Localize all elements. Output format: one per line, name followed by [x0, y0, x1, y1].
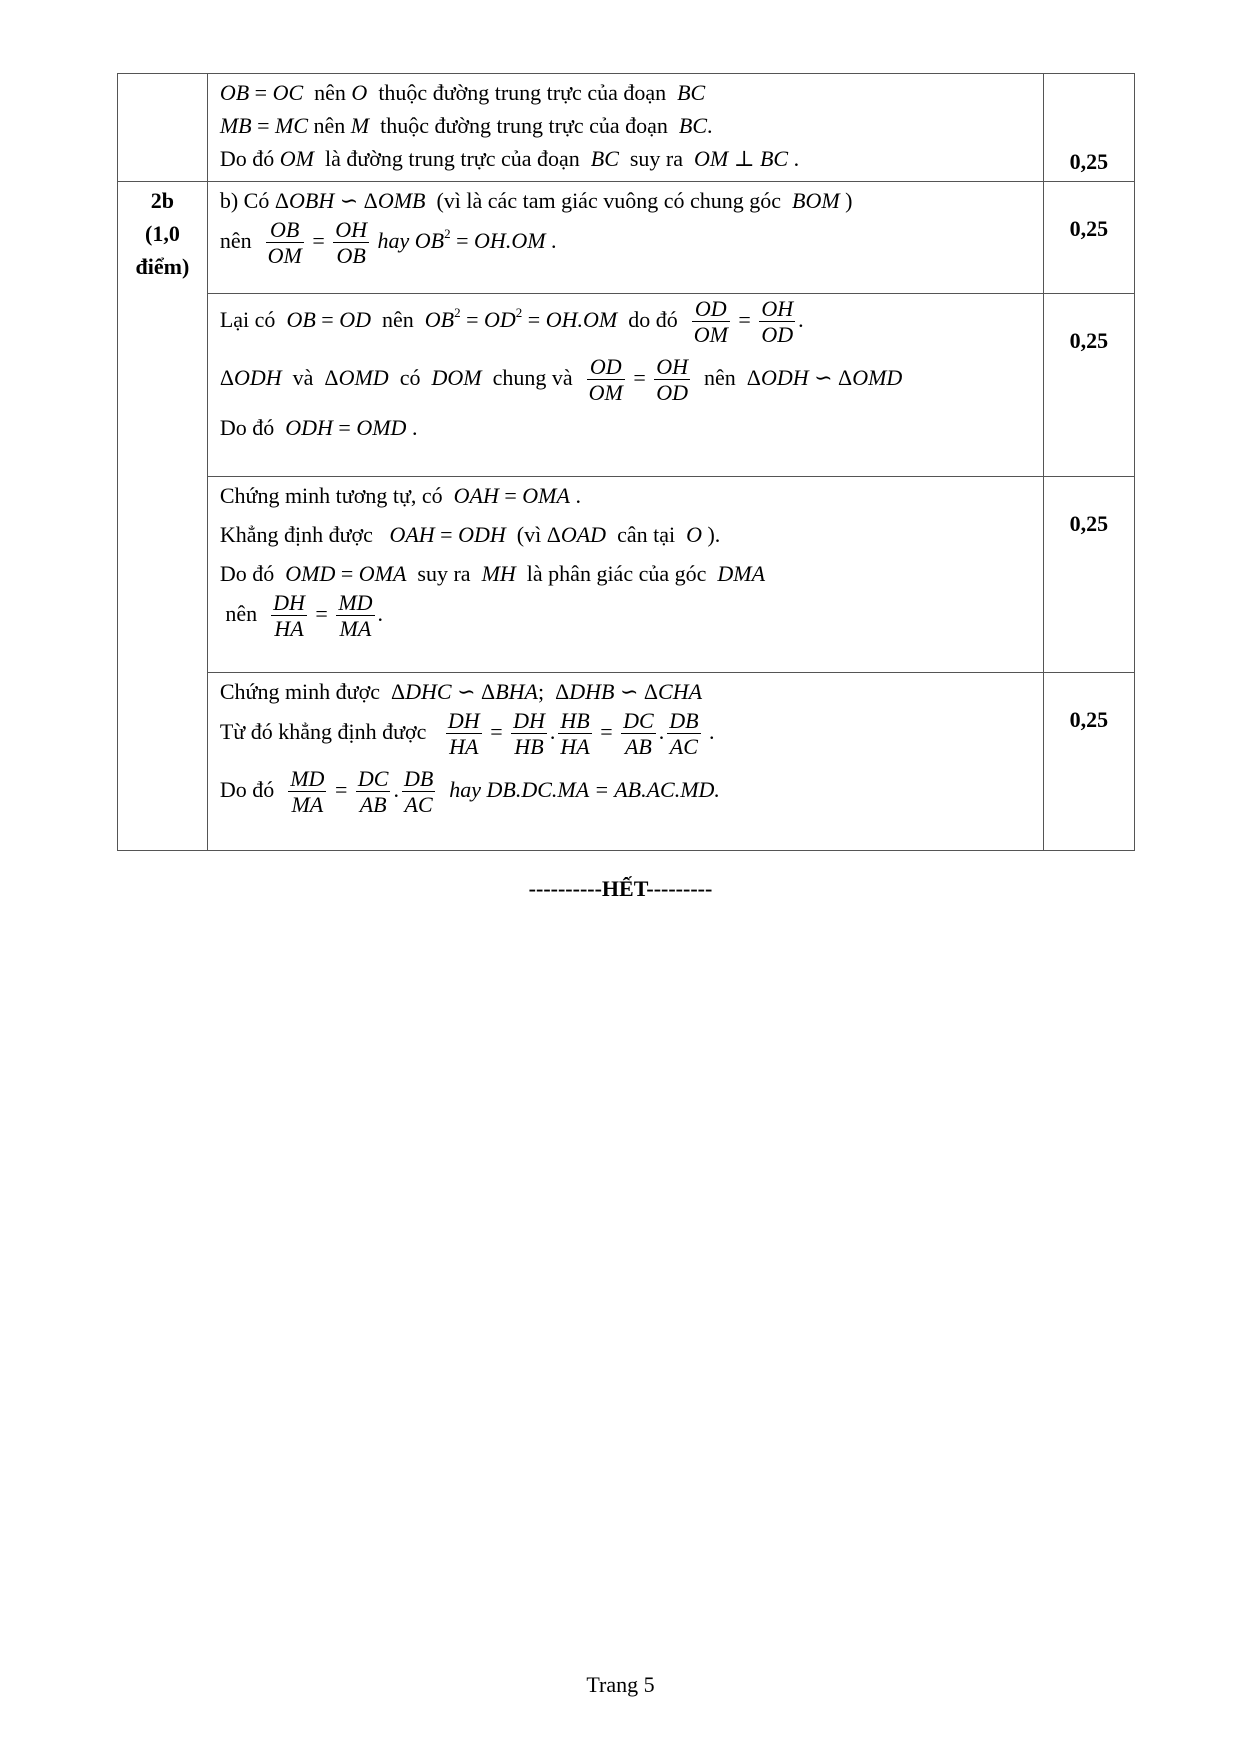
fraction: $\frac{HB}{HA}$ — [560, 708, 590, 760]
solution-line: OB = OC nên O thuộc đường trung trực của đoạn BC — [219, 80, 706, 105]
score: 0,25 — [1069, 216, 1109, 241]
solution-cell — [207, 182, 1043, 294]
question-number: 2b — [150, 188, 175, 213]
score: 0,25 — [1069, 149, 1109, 174]
table-row — [118, 477, 1135, 673]
fraction: $\frac{OH}{OD}$ — [656, 353, 689, 405]
solution-line: b) Có ΔOBH ∽ ΔOMB (vì là các tam giác vuông có chung góc BOM ) — [219, 188, 853, 213]
solution-cell — [207, 673, 1043, 851]
solution-cell — [207, 294, 1043, 477]
solution-line: Từ đó khẳng định được $\frac{DH}{HA}$ = $\frac{DH}{HB}$ . $\frac{HB}{HA}$ = $\frac{DC}{AB}$ . $\frac{DB}{AC}$ . — [219, 708, 715, 760]
score-cell — [1043, 477, 1134, 673]
fraction: $\frac{DB}{AC}$ — [669, 708, 699, 760]
score: 0,25 — [1069, 511, 1109, 536]
fraction: $\frac{OD}{OM}$ — [588, 353, 623, 405]
fraction: $\frac{DB}{AC}$ — [403, 765, 434, 817]
solution-cell — [207, 477, 1043, 673]
solution-line: Do đó ODH = OMD . — [219, 415, 418, 441]
solution-line: ΔODH và ΔOMD có DOM chung và $\frac{OD}{OM}$ = $\frac{OH}{OD}$ nên ΔODH ∽ ΔOMD — [219, 353, 903, 405]
score-cell — [1043, 74, 1134, 182]
fraction: $\frac{DC}{AB}$ — [357, 765, 389, 817]
table-row — [118, 294, 1135, 477]
solution-cell — [207, 74, 1043, 182]
question-points: (1,0 — [145, 221, 180, 246]
fraction: $\frac{DH}{HA}$ — [273, 590, 305, 642]
table-row — [118, 182, 1135, 294]
score: 0,25 — [1069, 707, 1109, 732]
question-points-unit: điểm) — [135, 254, 190, 279]
solution-line: Do đó $\frac{MD}{MA}$ = $\frac{DC}{AB}$ . $\frac{DB}{AC}$ hay DB.DC.MA = AB.AC.MD. — [219, 765, 720, 817]
solution-line: Khẳng định được OAH = ODH (vì ΔOAD cân tại O ). — [219, 522, 721, 547]
score-cell — [1043, 294, 1134, 477]
solution-line: nên $\frac{OB}{OM}$ = $\frac{OH}{OB}$ hay $OB^2 = OH.OM$ . — [219, 217, 557, 269]
fraction: $\frac{DC}{AB}$ — [623, 708, 654, 760]
page-footer: Trang 5 — [586, 1672, 655, 1697]
solution-line: Do đó OMD = OMA suy ra MH là phân giác của góc DMA — [219, 561, 766, 586]
solution-line: Do đó OM là đường trung trực của đoạn BC suy ra OM ⊥ BC . — [219, 146, 800, 171]
fraction: $\frac{MD}{MA}$ — [290, 765, 325, 817]
fraction: $\frac{DH}{HB}$ — [513, 708, 545, 760]
solution-line: Lại có OB = OD nên $OB^2 = OD^2 = OH.OM$ do đó $\frac{OD}{OM}$ = $\frac{OH}{OD}$ . — [219, 296, 804, 348]
solution-line: MB = MC nên M thuộc đường trung trực của đoạn BC. — [219, 113, 713, 138]
end-mark: ----------HẾT--------- — [528, 876, 713, 901]
score-cell — [1043, 673, 1134, 851]
solution-line: Chứng minh tương tự, có OAH = OMA . — [219, 483, 581, 508]
table-row — [118, 673, 1135, 851]
fraction: $\frac{OH}{OB}$ — [335, 217, 368, 269]
fraction: $\frac{OD}{OM}$ — [693, 296, 728, 348]
solution-line: nên $\frac{DH}{HA}$ = $\frac{MD}{MA}$ . — [219, 590, 384, 642]
question-label-cell — [118, 74, 208, 182]
fraction: $\frac{OB}{OM}$ — [267, 217, 302, 269]
fraction: $\frac{OH}{OD}$ — [761, 296, 794, 348]
solution-line: Chứng minh được ΔDHC ∽ ΔBHA; ΔDHB ∽ ΔCHA — [219, 679, 703, 704]
grading-table — [117, 73, 1135, 851]
table-row — [118, 74, 1135, 182]
fraction: $\frac{MD}{MA}$ — [338, 590, 373, 642]
score-cell — [1043, 182, 1134, 294]
fraction: $\frac{DH}{HA}$ — [447, 708, 480, 760]
score: 0,25 — [1069, 328, 1109, 353]
question-label-cell — [118, 182, 208, 851]
